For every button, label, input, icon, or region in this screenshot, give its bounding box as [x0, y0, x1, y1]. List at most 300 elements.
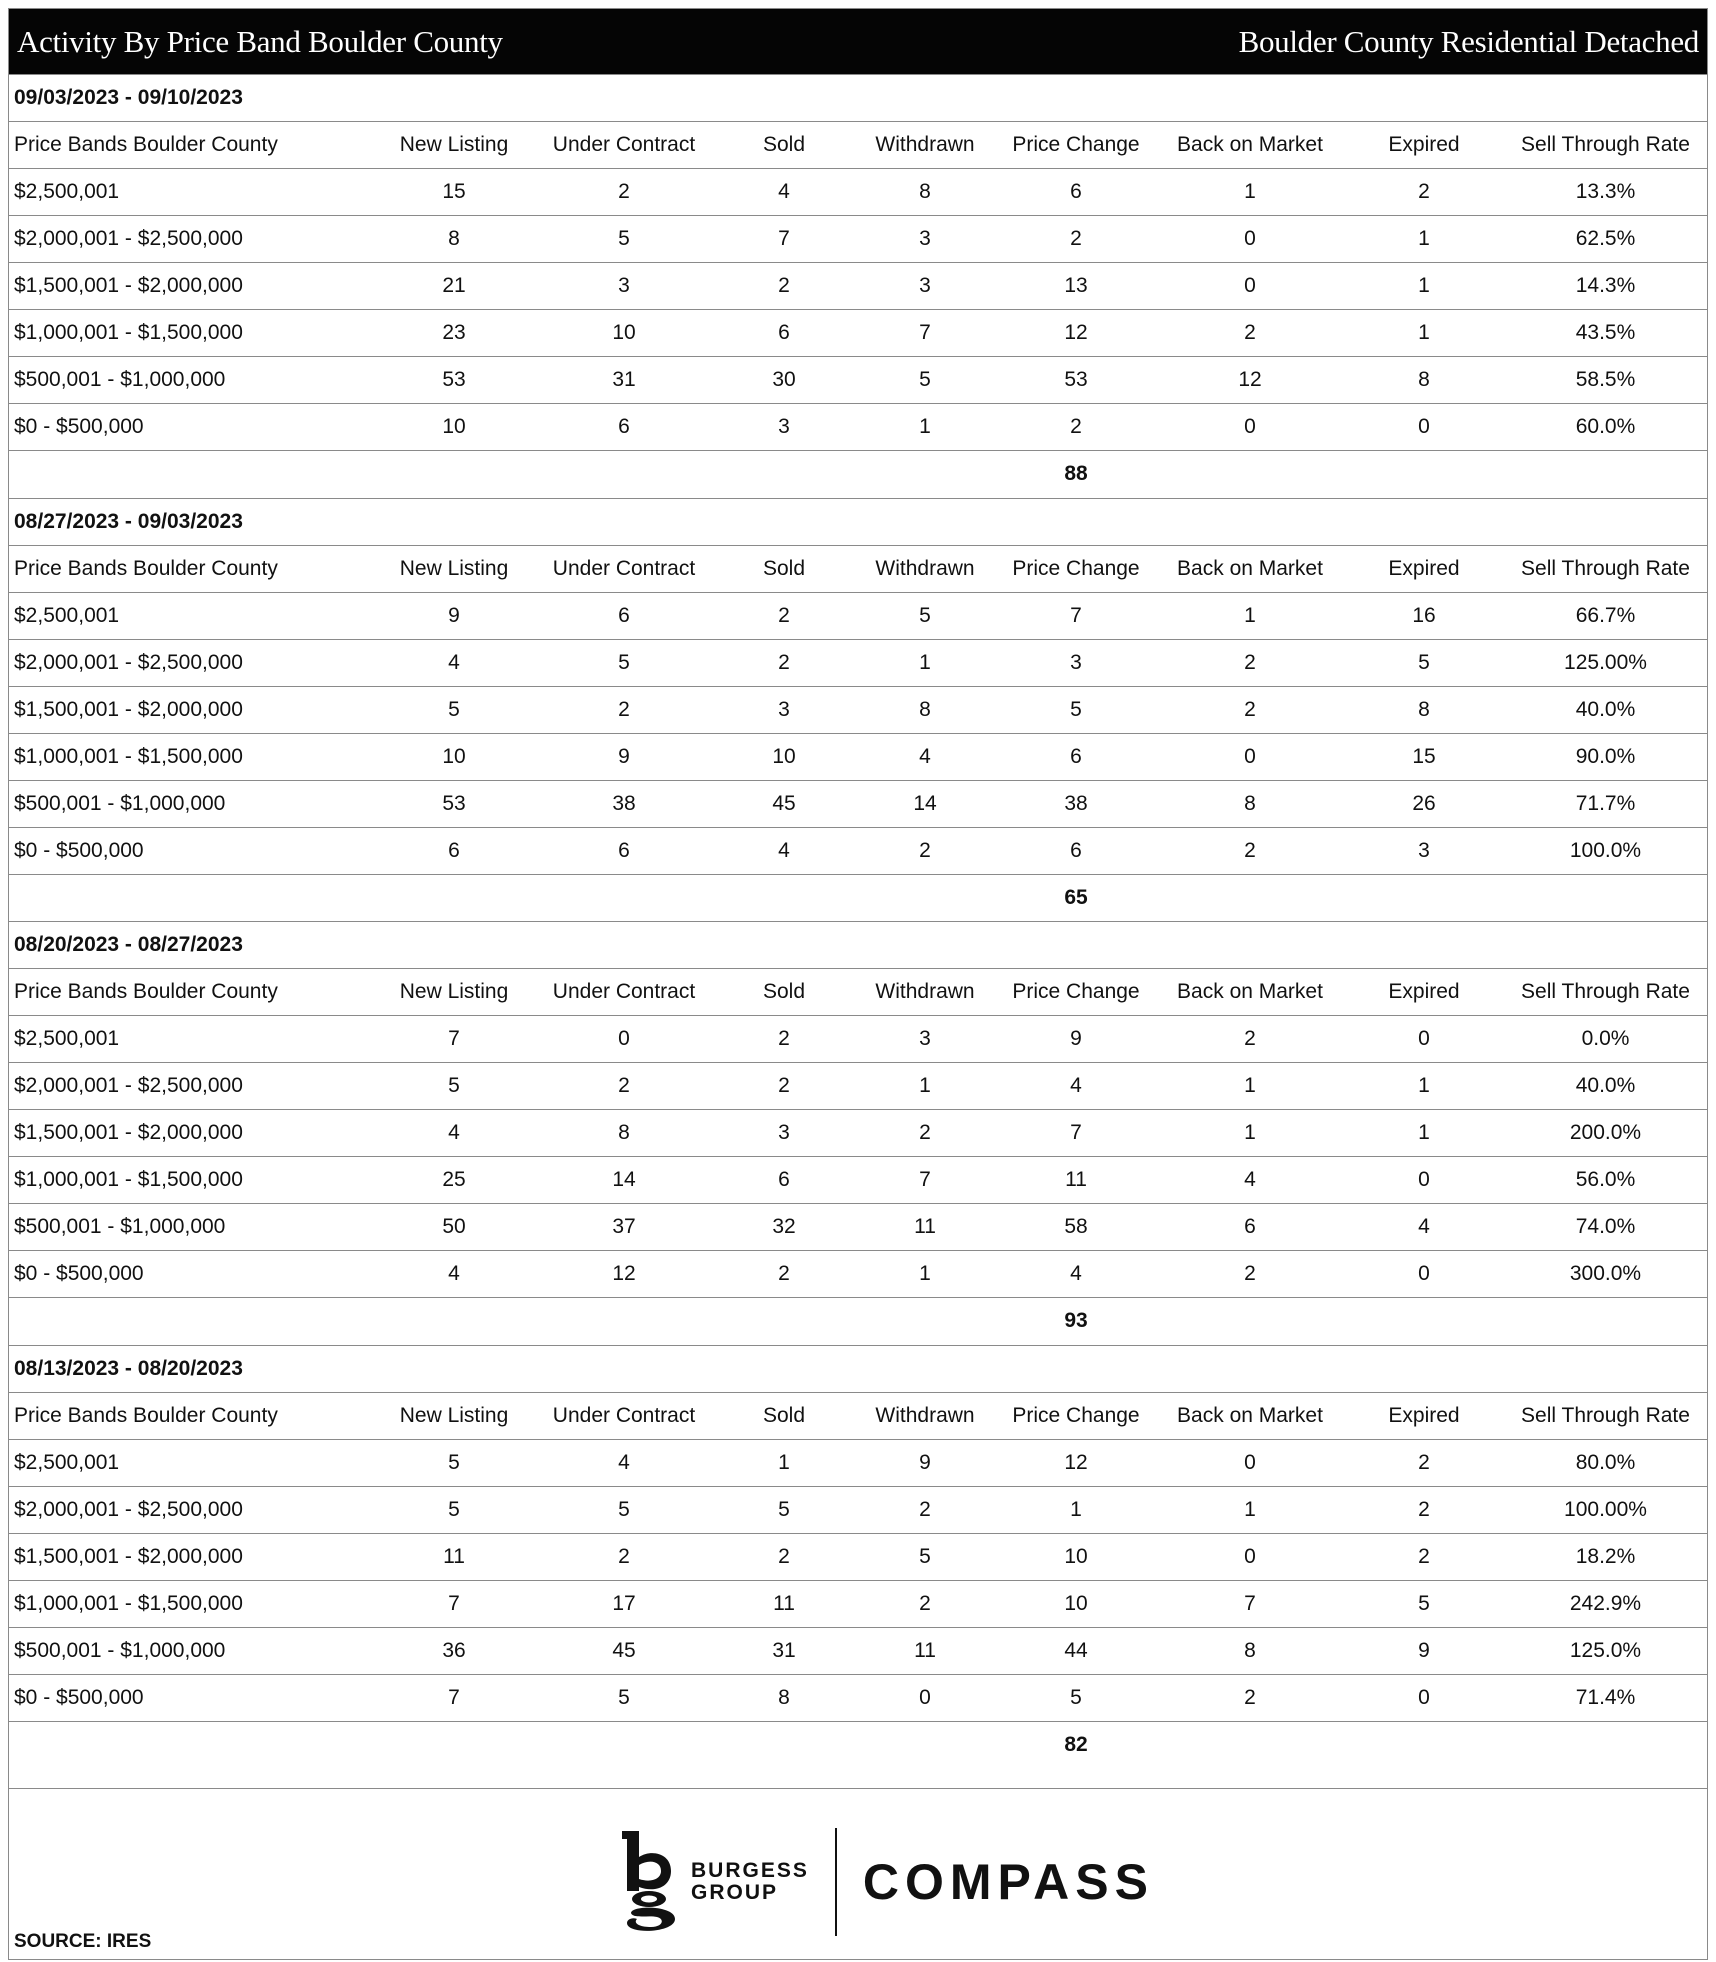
total-empty-cell	[9, 1721, 374, 1768]
column-header-sell-through-rate: Sell Through Rate	[1504, 545, 1707, 592]
cell-new-listing: 53	[374, 780, 534, 827]
column-header-under-contract: Under Contract	[534, 969, 714, 1016]
cell-withdrawn: 9	[854, 1439, 996, 1486]
burgess-line-1: BURGESS	[691, 1859, 809, 1882]
cell-price-change: 12	[996, 1439, 1156, 1486]
cell-withdrawn: 1	[854, 639, 996, 686]
cell-new-listing: 25	[374, 1157, 534, 1204]
column-header-expired: Expired	[1344, 122, 1504, 169]
cell-expired: 0	[1344, 404, 1504, 451]
cell-sell-through-rate: 200.0%	[1504, 1110, 1707, 1157]
cell-price-change: 9	[996, 1016, 1156, 1063]
table-row	[9, 592, 1707, 639]
cell-under-contract: 2	[534, 1063, 714, 1110]
cell-back-on-market: 1	[1156, 1486, 1344, 1533]
cell-price-change: 10	[996, 1533, 1156, 1580]
cell-sell-through-rate: 62.5%	[1504, 216, 1707, 263]
cell-sell-through-rate: 18.2%	[1504, 1533, 1707, 1580]
cell-withdrawn: 5	[854, 592, 996, 639]
column-header-withdrawn: Withdrawn	[854, 1392, 996, 1439]
total-empty-cell	[9, 874, 374, 921]
column-header-under-contract: Under Contract	[534, 1392, 714, 1439]
cell-sell-through-rate: 56.0%	[1504, 1157, 1707, 1204]
column-header-withdrawn: Withdrawn	[854, 122, 996, 169]
cell-new-listing: 7	[374, 1580, 534, 1627]
cell-price-band: $1,500,001 - $2,000,000	[9, 686, 374, 733]
cell-expired: 1	[1344, 1110, 1504, 1157]
cell-price-change: 7	[996, 592, 1156, 639]
total-row	[9, 451, 1707, 498]
cell-price-band: $1,000,001 - $1,500,000	[9, 1580, 374, 1627]
cell-sold: 4	[714, 827, 854, 874]
cell-new-listing: 8	[374, 216, 534, 263]
cell-under-contract: 14	[534, 1157, 714, 1204]
cell-price-band: $2,500,001	[9, 592, 374, 639]
cell-price-band: $1,000,001 - $1,500,000	[9, 310, 374, 357]
title-bar	[9, 9, 1707, 74]
cell-price-band: $0 - $500,000	[9, 1674, 374, 1721]
table-row	[9, 1580, 1707, 1627]
column-header-price-band: Price Bands Boulder County	[9, 122, 374, 169]
cell-price-band: $2,000,001 - $2,500,000	[9, 1486, 374, 1533]
cell-new-listing: 4	[374, 1251, 534, 1298]
cell-back-on-market: 2	[1156, 1251, 1344, 1298]
cell-withdrawn: 2	[854, 1580, 996, 1627]
cell-under-contract: 10	[534, 310, 714, 357]
cell-new-listing: 21	[374, 263, 534, 310]
cell-sold: 6	[714, 1157, 854, 1204]
cell-expired: 0	[1344, 1674, 1504, 1721]
cell-price-change: 3	[996, 639, 1156, 686]
cell-price-change: 5	[996, 1674, 1156, 1721]
cell-sold: 30	[714, 357, 854, 404]
total-empty-cell	[1504, 874, 1707, 921]
total-empty-cell	[854, 1721, 996, 1768]
cell-price-band: $500,001 - $1,000,000	[9, 357, 374, 404]
total-empty-cell	[1156, 451, 1344, 498]
cell-withdrawn: 2	[854, 827, 996, 874]
cell-expired: 15	[1344, 733, 1504, 780]
cell-sold: 7	[714, 216, 854, 263]
cell-new-listing: 15	[374, 169, 534, 216]
table-row	[9, 1251, 1707, 1298]
cell-price-change: 2	[996, 404, 1156, 451]
cell-new-listing: 23	[374, 310, 534, 357]
total-empty-cell	[1156, 1298, 1344, 1345]
cell-expired: 9	[1344, 1627, 1504, 1674]
cell-sell-through-rate: 125.00%	[1504, 639, 1707, 686]
cell-price-band: $1,500,001 - $2,000,000	[9, 1110, 374, 1157]
burgess-line-2: GROUP	[691, 1881, 779, 1904]
cell-new-listing: 50	[374, 1204, 534, 1251]
total-empty-cell	[1344, 451, 1504, 498]
cell-price-change: 53	[996, 357, 1156, 404]
total-empty-cell	[854, 451, 996, 498]
table-header-row	[9, 969, 1707, 1016]
total-empty-cell	[1504, 1721, 1707, 1768]
table-row	[9, 310, 1707, 357]
period-heading: 09/03/2023 - 09/10/2023	[9, 74, 1707, 121]
cell-sold: 31	[714, 1627, 854, 1674]
column-header-price-band: Price Bands Boulder County	[9, 969, 374, 1016]
cell-sell-through-rate: 71.7%	[1504, 780, 1707, 827]
column-header-expired: Expired	[1344, 545, 1504, 592]
column-header-new-listing: New Listing	[374, 122, 534, 169]
price-band-table	[9, 121, 1707, 498]
cell-price-change: 6	[996, 733, 1156, 780]
column-header-price-change: Price Change	[996, 545, 1156, 592]
cell-back-on-market: 0	[1156, 733, 1344, 780]
cell-back-on-market: 0	[1156, 1439, 1344, 1486]
cell-expired: 1	[1344, 263, 1504, 310]
cell-sell-through-rate: 0.0%	[1504, 1016, 1707, 1063]
cell-withdrawn: 8	[854, 169, 996, 216]
column-header-sold: Sold	[714, 969, 854, 1016]
total-empty-cell	[1504, 451, 1707, 498]
cell-back-on-market: 8	[1156, 1627, 1344, 1674]
cell-sold: 2	[714, 592, 854, 639]
total-empty-cell	[374, 451, 534, 498]
cell-sell-through-rate: 58.5%	[1504, 357, 1707, 404]
cell-expired: 1	[1344, 216, 1504, 263]
cell-sell-through-rate: 60.0%	[1504, 404, 1707, 451]
cell-sold: 2	[714, 1251, 854, 1298]
cell-expired: 2	[1344, 169, 1504, 216]
table-row	[9, 169, 1707, 216]
cell-sell-through-rate: 125.0%	[1504, 1627, 1707, 1674]
column-header-expired: Expired	[1344, 1392, 1504, 1439]
cell-back-on-market: 1	[1156, 592, 1344, 639]
cell-new-listing: 5	[374, 686, 534, 733]
cell-back-on-market: 4	[1156, 1157, 1344, 1204]
cell-withdrawn: 0	[854, 1674, 996, 1721]
cell-back-on-market: 2	[1156, 310, 1344, 357]
cell-under-contract: 6	[534, 404, 714, 451]
cell-under-contract: 5	[534, 216, 714, 263]
cell-sold: 5	[714, 1486, 854, 1533]
column-header-price-change: Price Change	[996, 969, 1156, 1016]
burgess-group-logo	[619, 1827, 681, 1937]
total-empty-cell	[714, 1298, 854, 1345]
total-empty-cell	[534, 451, 714, 498]
table-row	[9, 1439, 1707, 1486]
cell-sold: 6	[714, 310, 854, 357]
cell-sell-through-rate: 242.9%	[1504, 1580, 1707, 1627]
total-empty-cell	[9, 1298, 374, 1345]
total-empty-cell	[714, 451, 854, 498]
cell-price-change: 1	[996, 1486, 1156, 1533]
table-header-row	[9, 122, 1707, 169]
cell-sold: 3	[714, 1110, 854, 1157]
column-header-sold: Sold	[714, 122, 854, 169]
column-header-back-on-market: Back on Market	[1156, 545, 1344, 592]
total-empty-cell	[534, 1721, 714, 1768]
cell-sold: 3	[714, 686, 854, 733]
cell-expired: 0	[1344, 1251, 1504, 1298]
period-heading: 08/20/2023 - 08/27/2023	[9, 921, 1707, 968]
logo-divider	[835, 1828, 837, 1936]
cell-sold: 8	[714, 1674, 854, 1721]
cell-new-listing: 53	[374, 357, 534, 404]
cell-withdrawn: 5	[854, 357, 996, 404]
cell-under-contract: 6	[534, 827, 714, 874]
cell-price-change: 7	[996, 1110, 1156, 1157]
total-empty-cell	[534, 874, 714, 921]
cell-expired: 0	[1344, 1157, 1504, 1204]
table-row	[9, 733, 1707, 780]
cell-new-listing: 4	[374, 1110, 534, 1157]
cell-back-on-market: 1	[1156, 1110, 1344, 1157]
cell-under-contract: 45	[534, 1627, 714, 1674]
cell-back-on-market: 12	[1156, 357, 1344, 404]
column-header-new-listing: New Listing	[374, 545, 534, 592]
total-empty-cell	[1344, 1298, 1504, 1345]
weeks-container	[9, 74, 1707, 1768]
cell-price-band: $2,000,001 - $2,500,000	[9, 1063, 374, 1110]
cell-price-change: 44	[996, 1627, 1156, 1674]
total-empty-cell	[854, 1298, 996, 1345]
column-header-expired: Expired	[1344, 969, 1504, 1016]
column-header-under-contract: Under Contract	[534, 122, 714, 169]
cell-sell-through-rate: 13.3%	[1504, 169, 1707, 216]
cell-under-contract: 2	[534, 169, 714, 216]
cell-back-on-market: 8	[1156, 780, 1344, 827]
total-empty-cell	[374, 1298, 534, 1345]
cell-back-on-market: 2	[1156, 1674, 1344, 1721]
column-header-under-contract: Under Contract	[534, 545, 714, 592]
cell-under-contract: 5	[534, 639, 714, 686]
cell-sold: 32	[714, 1204, 854, 1251]
table-row	[9, 1486, 1707, 1533]
cell-back-on-market: 0	[1156, 1533, 1344, 1580]
column-header-back-on-market: Back on Market	[1156, 122, 1344, 169]
cell-price-band: $2,000,001 - $2,500,000	[9, 216, 374, 263]
total-row	[9, 874, 1707, 921]
column-header-new-listing: New Listing	[374, 969, 534, 1016]
cell-new-listing: 7	[374, 1674, 534, 1721]
cell-under-contract: 17	[534, 1580, 714, 1627]
cell-under-contract: 5	[534, 1486, 714, 1533]
table-row	[9, 1674, 1707, 1721]
cell-expired: 1	[1344, 310, 1504, 357]
cell-sold: 2	[714, 1063, 854, 1110]
cell-sold: 3	[714, 404, 854, 451]
cell-withdrawn: 2	[854, 1486, 996, 1533]
price-band-table	[9, 968, 1707, 1345]
page-title: Activity By Price Band Boulder County	[17, 23, 503, 59]
cell-expired: 2	[1344, 1439, 1504, 1486]
cell-sell-through-rate: 100.00%	[1504, 1486, 1707, 1533]
cell-price-change: 13	[996, 263, 1156, 310]
cell-under-contract: 2	[534, 1533, 714, 1580]
cell-back-on-market: 0	[1156, 263, 1344, 310]
column-header-price-change: Price Change	[996, 1392, 1156, 1439]
total-empty-cell	[1156, 874, 1344, 921]
cell-new-listing: 10	[374, 733, 534, 780]
cell-sell-through-rate: 71.4%	[1504, 1674, 1707, 1721]
report-sheet	[8, 8, 1708, 1960]
column-header-new-listing: New Listing	[374, 1392, 534, 1439]
cell-price-band: $1,500,001 - $2,000,000	[9, 1533, 374, 1580]
cell-sell-through-rate: 43.5%	[1504, 310, 1707, 357]
total-empty-cell	[714, 1721, 854, 1768]
cell-price-band: $2,000,001 - $2,500,000	[9, 639, 374, 686]
cell-new-listing: 36	[374, 1627, 534, 1674]
table-row	[9, 639, 1707, 686]
table-header-row	[9, 1392, 1707, 1439]
cell-withdrawn: 3	[854, 1016, 996, 1063]
table-row	[9, 216, 1707, 263]
cell-new-listing: 9	[374, 592, 534, 639]
cell-back-on-market: 7	[1156, 1580, 1344, 1627]
total-empty-cell	[374, 874, 534, 921]
column-header-sell-through-rate: Sell Through Rate	[1504, 122, 1707, 169]
table-row	[9, 1533, 1707, 1580]
total-empty-cell	[9, 451, 374, 498]
cell-under-contract: 31	[534, 357, 714, 404]
cell-sell-through-rate: 40.0%	[1504, 1063, 1707, 1110]
cell-sold: 2	[714, 1533, 854, 1580]
cell-price-band: $500,001 - $1,000,000	[9, 780, 374, 827]
total-empty-cell	[1156, 1721, 1344, 1768]
column-header-sell-through-rate: Sell Through Rate	[1504, 969, 1707, 1016]
cell-new-listing: 5	[374, 1486, 534, 1533]
cell-price-change: 4	[996, 1063, 1156, 1110]
cell-price-band: $1,000,001 - $1,500,000	[9, 1157, 374, 1204]
cell-under-contract: 37	[534, 1204, 714, 1251]
cell-price-change: 12	[996, 310, 1156, 357]
cell-sold: 2	[714, 639, 854, 686]
cell-expired: 0	[1344, 1016, 1504, 1063]
table-row	[9, 263, 1707, 310]
price-band-table	[9, 1392, 1707, 1769]
cell-under-contract: 0	[534, 1016, 714, 1063]
cell-withdrawn: 11	[854, 1627, 996, 1674]
cell-back-on-market: 2	[1156, 827, 1344, 874]
table-row	[9, 1157, 1707, 1204]
cell-back-on-market: 0	[1156, 404, 1344, 451]
cell-new-listing: 10	[374, 404, 534, 451]
cell-sell-through-rate: 90.0%	[1504, 733, 1707, 780]
cell-price-change: 5	[996, 686, 1156, 733]
cell-under-contract: 8	[534, 1110, 714, 1157]
cell-sold: 11	[714, 1580, 854, 1627]
footer	[9, 1788, 1707, 1959]
table-row	[9, 404, 1707, 451]
table-row	[9, 1110, 1707, 1157]
cell-price-band: $1,000,001 - $1,500,000	[9, 733, 374, 780]
cell-sold: 1	[714, 1439, 854, 1486]
column-header-price-band: Price Bands Boulder County	[9, 545, 374, 592]
table-row	[9, 1204, 1707, 1251]
price-change-total: 93	[996, 1298, 1156, 1345]
cell-price-band: $500,001 - $1,000,000	[9, 1204, 374, 1251]
week-section	[9, 74, 1707, 498]
cell-price-change: 6	[996, 827, 1156, 874]
cell-sold: 4	[714, 169, 854, 216]
column-header-back-on-market: Back on Market	[1156, 1392, 1344, 1439]
cell-withdrawn: 2	[854, 1110, 996, 1157]
cell-sell-through-rate: 300.0%	[1504, 1251, 1707, 1298]
cell-expired: 2	[1344, 1486, 1504, 1533]
cell-back-on-market: 0	[1156, 216, 1344, 263]
week-section	[9, 921, 1707, 1345]
column-header-withdrawn: Withdrawn	[854, 545, 996, 592]
total-row	[9, 1721, 1707, 1768]
cell-back-on-market: 1	[1156, 169, 1344, 216]
cell-expired: 3	[1344, 827, 1504, 874]
cell-new-listing: 7	[374, 1016, 534, 1063]
cell-withdrawn: 7	[854, 1157, 996, 1204]
total-row	[9, 1298, 1707, 1345]
cell-expired: 4	[1344, 1204, 1504, 1251]
cell-withdrawn: 5	[854, 1533, 996, 1580]
column-header-back-on-market: Back on Market	[1156, 969, 1344, 1016]
cell-expired: 5	[1344, 1580, 1504, 1627]
cell-sell-through-rate: 14.3%	[1504, 263, 1707, 310]
cell-back-on-market: 6	[1156, 1204, 1344, 1251]
price-change-total: 65	[996, 874, 1156, 921]
cell-expired: 8	[1344, 357, 1504, 404]
cell-sold: 2	[714, 1016, 854, 1063]
table-row	[9, 827, 1707, 874]
cell-withdrawn: 3	[854, 216, 996, 263]
cell-sold: 10	[714, 733, 854, 780]
week-section	[9, 1345, 1707, 1769]
cell-under-contract: 5	[534, 1674, 714, 1721]
table-row	[9, 780, 1707, 827]
cell-price-band: $0 - $500,000	[9, 827, 374, 874]
cell-price-band: $0 - $500,000	[9, 1251, 374, 1298]
total-empty-cell	[1504, 1298, 1707, 1345]
week-section	[9, 498, 1707, 922]
cell-new-listing: 11	[374, 1533, 534, 1580]
cell-expired: 5	[1344, 639, 1504, 686]
table-header-row	[9, 545, 1707, 592]
cell-price-band: $2,500,001	[9, 1016, 374, 1063]
column-header-sold: Sold	[714, 545, 854, 592]
cell-sell-through-rate: 40.0%	[1504, 686, 1707, 733]
cell-price-band: $1,500,001 - $2,000,000	[9, 263, 374, 310]
total-empty-cell	[1344, 1721, 1504, 1768]
source-note: SOURCE: IRES	[14, 1931, 152, 1952]
logo-group	[619, 1827, 1154, 1937]
cell-withdrawn: 8	[854, 686, 996, 733]
period-heading: 08/13/2023 - 08/20/2023	[9, 1345, 1707, 1392]
cell-under-contract: 38	[534, 780, 714, 827]
cell-price-change: 6	[996, 169, 1156, 216]
total-empty-cell	[374, 1721, 534, 1768]
table-row	[9, 1063, 1707, 1110]
cell-price-change: 4	[996, 1251, 1156, 1298]
column-header-sold: Sold	[714, 1392, 854, 1439]
cell-withdrawn: 14	[854, 780, 996, 827]
cell-withdrawn: 4	[854, 733, 996, 780]
cell-back-on-market: 1	[1156, 1063, 1344, 1110]
total-empty-cell	[854, 874, 996, 921]
total-empty-cell	[1344, 874, 1504, 921]
cell-under-contract: 12	[534, 1251, 714, 1298]
cell-withdrawn: 7	[854, 310, 996, 357]
page-subtitle: Boulder County Residential Detached	[1238, 23, 1699, 59]
cell-expired: 1	[1344, 1063, 1504, 1110]
cell-price-band: $2,500,001	[9, 169, 374, 216]
price-band-table	[9, 545, 1707, 922]
cell-price-change: 38	[996, 780, 1156, 827]
price-change-total: 88	[996, 451, 1156, 498]
cell-price-band: $0 - $500,000	[9, 404, 374, 451]
cell-sold: 2	[714, 263, 854, 310]
